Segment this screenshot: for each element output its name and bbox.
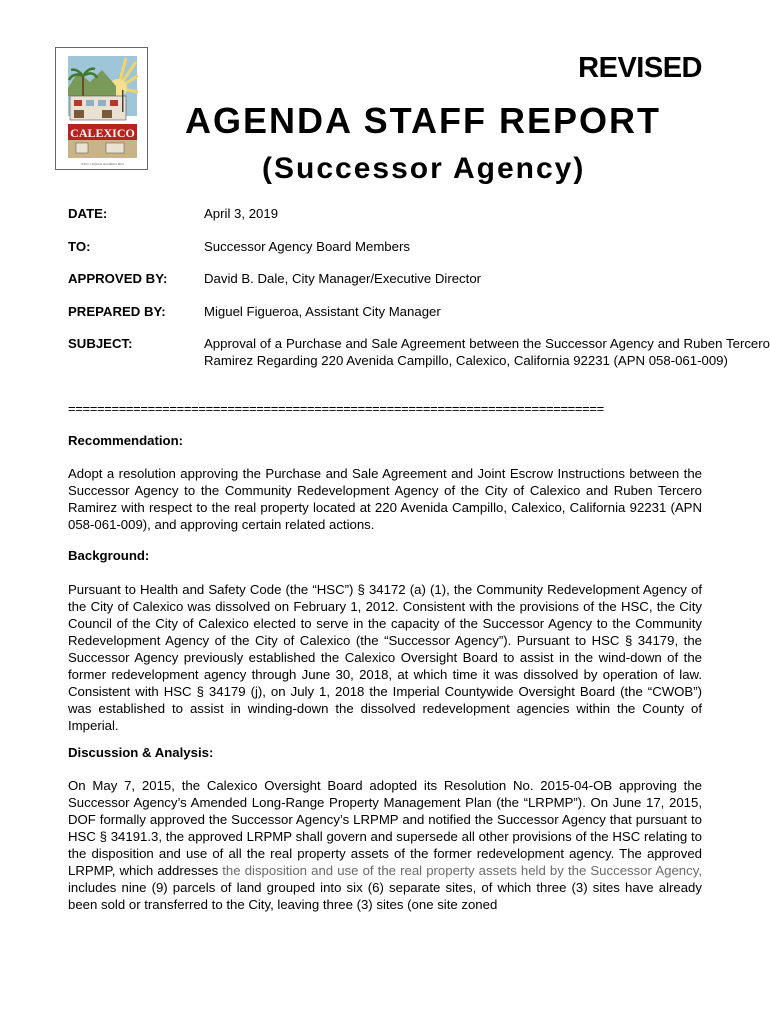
recommendation-text: Adopt a resolution approving the Purchase and Sale Agreement and Joint Escrow Instructions between the Successor Agency to the Community Redevelopment Agency of the City of Calexico and Ruben Tercero Ramirez with respect to the real property located at 220 Avenida Campillo, Calexico, California 92231 (APN 058-061-009), and approving certain related actions. (68, 466, 702, 532)
discussion-text (68, 777, 702, 913)
recommendation-heading: Recommendation: (68, 433, 184, 448)
field-label: SUBJECT: (68, 336, 133, 351)
calexico-logo (55, 47, 148, 170)
background-text: Pursuant to Health and Safety Code (the “HSC”) § 34172 (a) (1), the Community Redevelopment Agency of the City of Calexico was dissolved on February 1, 2012. Consistent with the provisions of the HSC, the City Council of the City of Calexico elected to serve in the capacity of the Successor Agency to the Community Redevelopment Agency of the City of Calexico (the “Successor Agency”). Pursuant to HSC § 34179, the Successor Agency previously established the Calexico Oversight Board to assist in the wind-down of the former redevelopment agency through June 30, 2018, at which time it was dissolved by operation of law. Consistent with HSC § 34179 (j), on July 1, 2018 the Imperial Countywide Oversight Board (the “CWOB”) was established to assist in winding-down the dissolved redevelopment agencies within the County of Imperial. (68, 582, 702, 733)
background-heading: Background: (68, 548, 150, 563)
discussion-text-faint: the disposition and use of the real property assets held by the Successor Agency, (222, 863, 702, 878)
field-value: David B. Dale, City Manager/Executive Director (204, 271, 482, 286)
field-value: April 3, 2019 (204, 206, 279, 221)
discussion-text-part: includes nine (9) parcels of land grouped into six (6) separate sites, of which three (3) sites have already been sold or transferred to the City, leaving three (3) sites (one site zoned (68, 880, 702, 912)
logo-caption: Where California and Mexico Meet (81, 162, 124, 166)
page-subtitle: (Successor Agency) (262, 152, 586, 185)
field-label: PREPARED BY: (68, 304, 166, 319)
field-value: Successor Agency Board Members (204, 239, 410, 254)
logo-wordmark: CALEXICO (70, 126, 135, 140)
page-title: AGENDA STAFF REPORT (185, 100, 661, 141)
discussion-text-part: On May 7, 2015, the Calexico Oversight Board adopted its Resolution No. 2015-04-OB approving the Successor Agency’s Amended Long-Range Property Management Plan (the “LRPMP”). On June 17, 2015, DOF formally approved the Successor Agency’s LRPMP and notified the Successor Agency that pursuant to HSC § 34191.3, the approved LRPMP shall govern and supersede all other provisions of the HSC relating to the disposition and use of all the real property assets of the former redevelopment agency. The approved LRPMP, which addresses (68, 778, 702, 878)
field-value: Miguel Figueroa, Assistant City Manager (204, 304, 441, 319)
field-label: TO: (68, 239, 91, 254)
section-divider: ========================================================================== (68, 401, 604, 416)
discussion-heading: Discussion & Analysis: (68, 745, 214, 760)
revised-stamp: REVISED (578, 52, 702, 84)
field-label: DATE: (68, 206, 108, 221)
field-value: Approval of a Purchase and Sale Agreement between the Successor Agency and Ruben Tercero Ramirez Regarding 220 Avenida Campillo, Calexico, California 92231 (APN 058-061-009) (204, 336, 770, 368)
calexico-seal-icon (56, 48, 149, 171)
field-label: APPROVED BY: (68, 271, 168, 286)
